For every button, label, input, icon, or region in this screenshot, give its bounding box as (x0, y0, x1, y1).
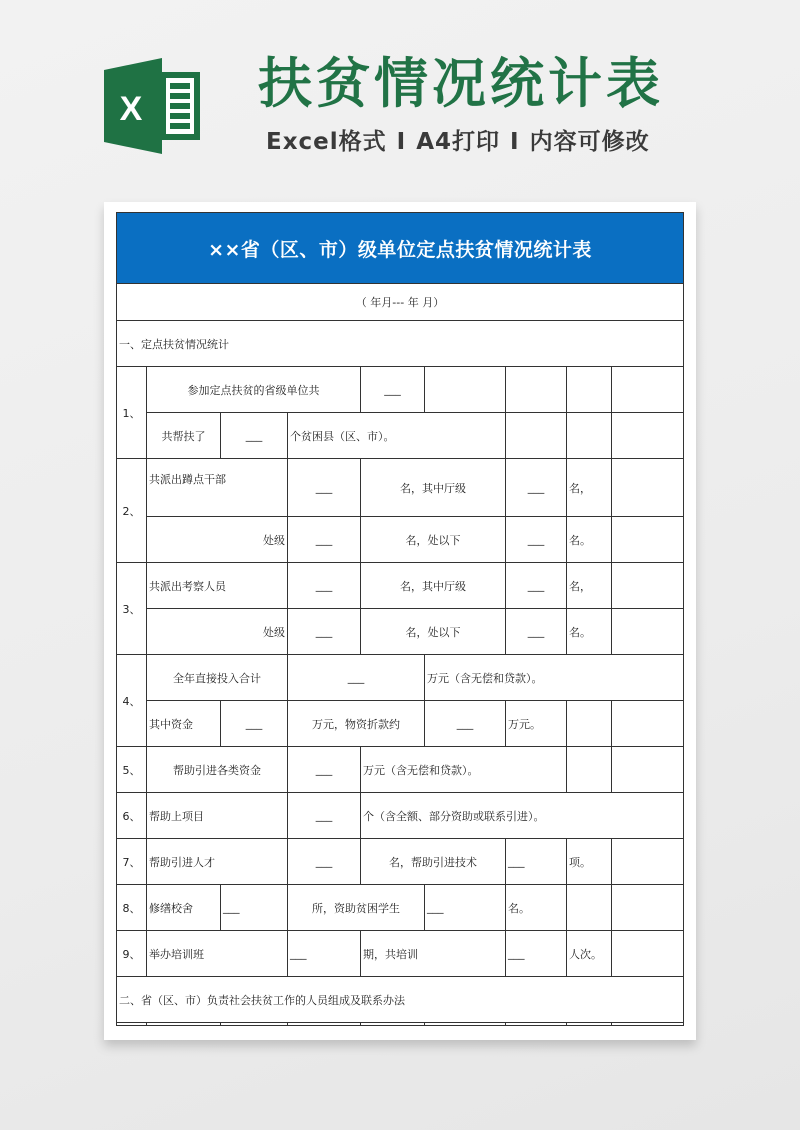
subtitle-format: Excel格式 (266, 129, 387, 155)
table-row (117, 367, 684, 413)
row-text: 名。 (567, 609, 612, 655)
row-text: 万元。 (506, 701, 567, 747)
banner (0, 0, 800, 200)
table-row-cut (117, 1023, 684, 1026)
input-cell[interactable]: ___ (221, 701, 288, 747)
row-text: 个（含全额、部分资助或联系引进）。 (361, 793, 684, 839)
input-cell[interactable]: ___ (288, 839, 361, 885)
empty-cell[interactable] (425, 367, 506, 413)
empty-cell[interactable] (506, 413, 567, 459)
section-header-row (117, 977, 684, 1023)
row-label: 修缮校舍 (147, 885, 221, 931)
empty-cell[interactable] (567, 747, 612, 793)
table-row (117, 839, 684, 885)
row-label: 其中资金 (147, 701, 221, 747)
row-number: 2、 (117, 459, 147, 563)
row-text: 万元（含无偿和贷款）。 (361, 747, 567, 793)
input-cell[interactable]: ___ (288, 931, 361, 977)
banner-title: 扶贫情况统计表 (258, 52, 664, 115)
svg-text:X: X (119, 90, 143, 128)
row-number: 4、 (117, 655, 147, 747)
row-label: 帮助引进人才 (147, 839, 288, 885)
row-number: 9、 (117, 931, 147, 977)
table-row (117, 931, 684, 977)
empty-cell[interactable] (506, 367, 567, 413)
row-text: 名，其中厅级 (361, 459, 506, 517)
empty-cell[interactable] (567, 367, 612, 413)
document-title: ××省（区、市）级单位定点扶贫情况统计表 (117, 213, 684, 284)
input-cell[interactable]: ___ (288, 459, 361, 517)
row-number: 1、 (117, 367, 147, 459)
input-cell[interactable]: ___ (288, 747, 361, 793)
table-row (117, 655, 684, 701)
row-text: 项。 (567, 839, 612, 885)
statistics-table (116, 212, 684, 1026)
section-header-row (117, 321, 684, 367)
row-label: 参加定点扶贫的省级单位共 (147, 367, 361, 413)
row-text: 名，处以下 (361, 609, 506, 655)
input-cell[interactable]: ___ (288, 563, 361, 609)
empty-cell[interactable] (612, 747, 684, 793)
row-label: 共帮扶了 (147, 413, 221, 459)
row-label: 帮助上项目 (147, 793, 288, 839)
row-text: 名，其中厅级 (361, 563, 506, 609)
empty-cell[interactable] (612, 839, 684, 885)
empty-cell[interactable] (612, 885, 684, 931)
empty-cell[interactable] (612, 413, 684, 459)
table-row (117, 563, 684, 609)
empty-cell[interactable] (567, 885, 612, 931)
row-text: 所，资助贫困学生 (288, 885, 425, 931)
excel-logo-icon (104, 58, 204, 154)
subtitle-editable: 内容可修改 (529, 129, 650, 155)
banner-subtitle (266, 127, 650, 157)
table-row (117, 747, 684, 793)
input-cell[interactable]: ___ (361, 367, 425, 413)
empty-cell[interactable] (612, 931, 684, 977)
document-sheet (104, 202, 696, 1040)
row-text: 名，处以下 (361, 517, 506, 563)
row-label: 共派出考察人员 (147, 563, 288, 609)
empty-cell[interactable] (612, 609, 684, 655)
empty-cell[interactable] (612, 701, 684, 747)
input-cell[interactable]: ___ (288, 517, 361, 563)
table-row (117, 413, 684, 459)
title-row (117, 213, 684, 284)
row-label: 共派出蹲点干部 (147, 459, 288, 517)
row-text: 期，共培训 (361, 931, 506, 977)
empty-cell[interactable] (567, 701, 612, 747)
date-row (117, 284, 684, 321)
row-text: 名，帮助引进技术 (361, 839, 506, 885)
table-row (117, 793, 684, 839)
row-number: 8、 (117, 885, 147, 931)
table-row (117, 701, 684, 747)
empty-cell[interactable] (612, 563, 684, 609)
input-cell[interactable]: ___ (288, 609, 361, 655)
row-text: 名。 (567, 517, 612, 563)
input-cell[interactable]: ___ (506, 839, 567, 885)
subtitle-separator: I (396, 129, 407, 155)
input-cell[interactable]: ___ (221, 885, 288, 931)
row-text: 万元（含无偿和贷款）。 (425, 655, 684, 701)
date-range[interactable]: （ 年月--- 年 月） (117, 284, 684, 321)
row-text: 个贫困县（区、市）。 (288, 413, 506, 459)
input-cell[interactable]: ___ (506, 563, 567, 609)
empty-cell[interactable] (612, 517, 684, 563)
row-label: 全年直接投入合计 (147, 655, 288, 701)
row-number: 3、 (117, 563, 147, 655)
row-label: 帮助引进各类资金 (147, 747, 288, 793)
subtitle-separator: I (510, 129, 520, 155)
row-text: 名， (567, 563, 612, 609)
empty-cell[interactable] (612, 367, 684, 413)
input-cell[interactable]: ___ (506, 459, 567, 517)
row-label: 处级 (147, 609, 288, 655)
row-text: 万元，物资折款约 (288, 701, 425, 747)
input-cell[interactable]: ___ (425, 701, 506, 747)
row-label: 举办培训班 (147, 931, 288, 977)
section1-heading: 一、定点扶贫情况统计 (117, 321, 684, 367)
input-cell[interactable]: ___ (425, 885, 506, 931)
table-row (117, 885, 684, 931)
row-text: 名。 (506, 885, 567, 931)
row-number: 6、 (117, 793, 147, 839)
table-row (117, 517, 684, 563)
row-label: 处级 (147, 517, 288, 563)
empty-cell[interactable] (612, 459, 684, 517)
empty-cell[interactable] (567, 413, 612, 459)
input-cell[interactable]: ___ (288, 655, 425, 701)
table-row (117, 609, 684, 655)
section2-heading: 二、省（区、市）负责社会扶贫工作的人员组成及联系办法 (117, 977, 684, 1023)
input-cell[interactable]: ___ (506, 609, 567, 655)
subtitle-print: A4打印 (416, 129, 501, 155)
input-cell[interactable]: ___ (221, 413, 288, 459)
input-cell[interactable]: ___ (506, 517, 567, 563)
input-cell[interactable]: ___ (288, 793, 361, 839)
row-text: 名， (567, 459, 612, 517)
row-number: 7、 (117, 839, 147, 885)
input-cell[interactable]: ___ (506, 931, 567, 977)
row-text: 人次。 (567, 931, 612, 977)
table-row (117, 459, 684, 517)
row-number: 5、 (117, 747, 147, 793)
